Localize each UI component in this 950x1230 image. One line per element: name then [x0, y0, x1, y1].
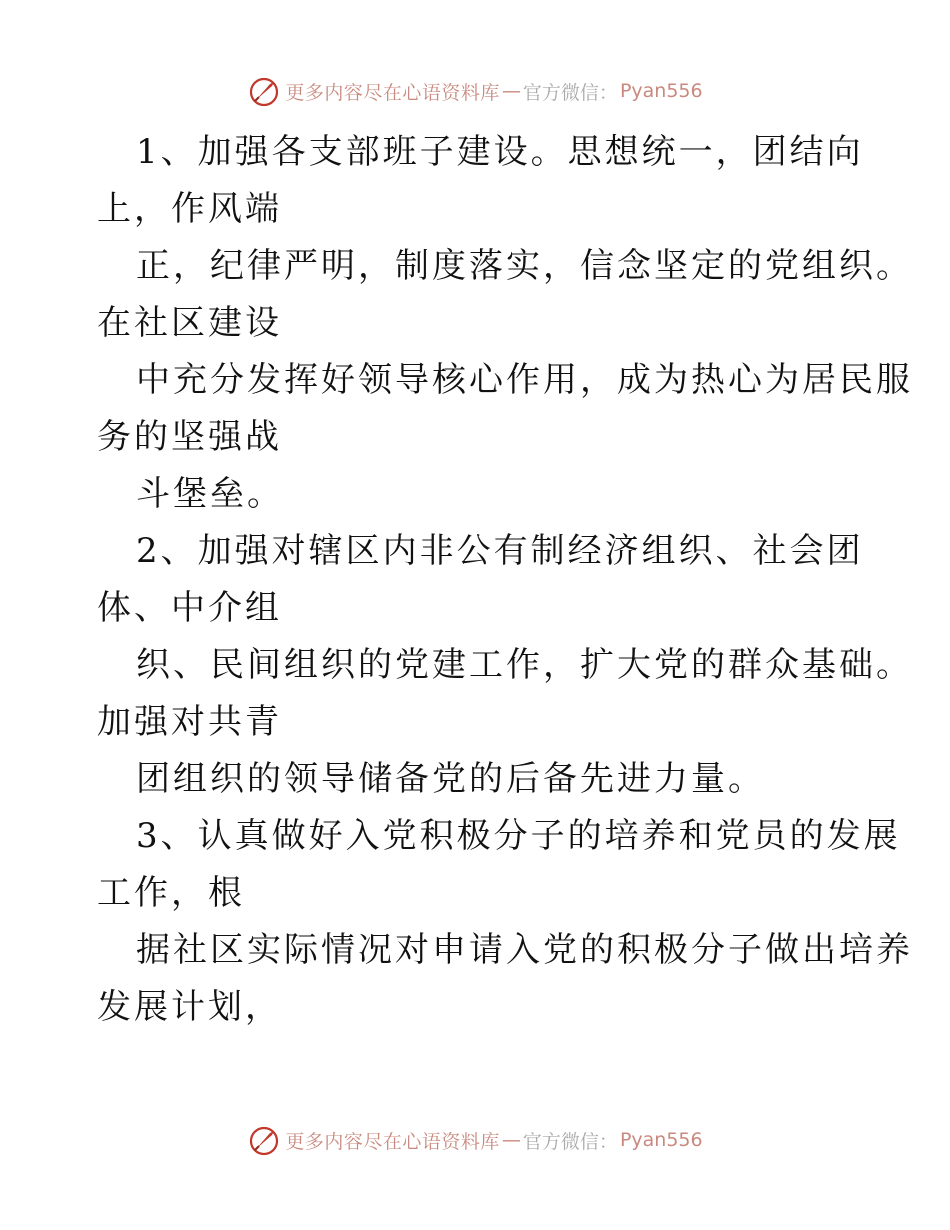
body-line: 上，作风端 — [97, 189, 282, 229]
body-line: 1、加强各支部班子建设。思想统一，团结向 — [136, 132, 864, 172]
watermark-separator: — — [501, 80, 521, 102]
body-line: 据社区实际情况对申请入党的积极分子做出培养 — [136, 930, 913, 970]
footer-watermark — [0, 1120, 950, 1160]
body-line: 体、中介组 — [97, 588, 282, 628]
watermark-main-text: 更多内容尽在心语资料库 — [285, 81, 500, 104]
watermark-account: Pyan556 — [619, 1129, 703, 1151]
body-line: 正，纪律严明，制度落实，信念坚定的党组织。 — [136, 246, 913, 286]
body-line: 3、认真做好入党积极分子的培养和党员的发展 — [136, 816, 901, 856]
watermark-sub-text: 官方微信： — [522, 81, 618, 104]
quill-pen-logo-icon — [247, 1123, 281, 1157]
watermark-main-text: 更多内容尽在心语资料库 — [285, 1130, 500, 1153]
body-line: 发展计划， — [97, 987, 282, 1027]
body-line: 团组织的领导储备党的后备先进力量。 — [136, 759, 765, 799]
body-line: 中充分发挥好领导核心作用，成为热心为居民服 — [136, 360, 913, 400]
body-line: 加强对共青 — [97, 702, 282, 742]
body-line: 织、民间组织的党建工作，扩大党的群众基础。 — [136, 645, 913, 685]
body-line: 斗堡垒。 — [136, 474, 284, 514]
body-line: 务的坚强战 — [97, 417, 282, 457]
watermark-account: Pyan556 — [619, 80, 703, 102]
body-line: 工作，根 — [97, 873, 245, 913]
quill-pen-logo-icon — [247, 74, 281, 108]
watermark-separator: — — [501, 1129, 521, 1151]
body-line: 在社区建设 — [97, 303, 282, 343]
header-watermark — [0, 71, 950, 111]
body-line: 2、加强对辖区内非公有制经济组织、社会团 — [136, 531, 864, 571]
watermark-sub-text: 官方微信： — [522, 1130, 618, 1153]
document-body — [0, 124, 950, 1036]
